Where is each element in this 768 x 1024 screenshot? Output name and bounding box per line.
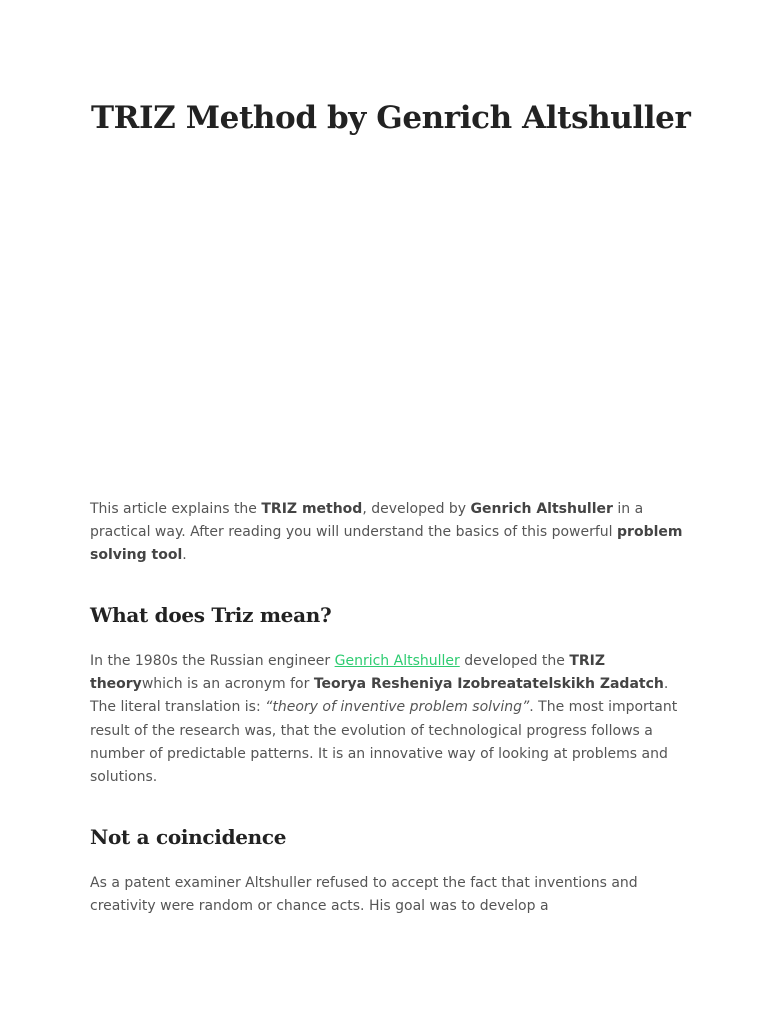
paragraph-text: In the 1980s the Russian engineer — [90, 653, 335, 669]
triz-method-bold: TRIZ method — [261, 501, 363, 517]
paragraph-text: . The literal translation is: — [90, 676, 669, 716]
paragraph-text: developed the — [459, 653, 570, 669]
problem-solving-tool-bold: problem solving tool — [90, 524, 683, 564]
intro-text: , developed by — [362, 501, 471, 517]
acronym-bold: Teorya Resheniya Izobreatatelskikh Zadatch — [313, 676, 664, 693]
triz-theory-bold: TRIZ theory — [90, 653, 606, 693]
heading-not-a-coincidence: Not a coincidence — [90, 825, 287, 849]
translation-italic: “theory of inventive problem solving” — [265, 699, 530, 716]
intro-text: This article explains the — [90, 501, 262, 517]
page-title: TRIZ Method by Genrich Altshuller — [91, 100, 691, 136]
intro-text: in a practical way. After reading you will understand the basics of this powerful — [90, 501, 644, 541]
paragraph-text: which is an acronym for — [141, 676, 314, 693]
altshuller-bold: Genrich Altshuller — [470, 501, 613, 517]
triz-meaning-paragraph — [90, 650, 690, 789]
coincidence-paragraph: As a patent examiner Altshuller refused to accept the fact that inventions and creativity were random or chance acts. His goal was to develop a — [90, 875, 638, 915]
genrich-altshuller-link[interactable]: Genrich Altshuller — [334, 653, 460, 669]
intro-paragraph — [90, 498, 690, 568]
blank-ad-space — [91, 160, 677, 460]
heading-what-does-triz-mean: What does Triz mean? — [90, 603, 332, 627]
paragraph-text: . The most important result of the research was, that the evolution of technological progress follows a number of predictable patterns. It is an innovative way of looking at problems and solutions. — [90, 699, 678, 786]
intro-text: . — [182, 547, 187, 564]
